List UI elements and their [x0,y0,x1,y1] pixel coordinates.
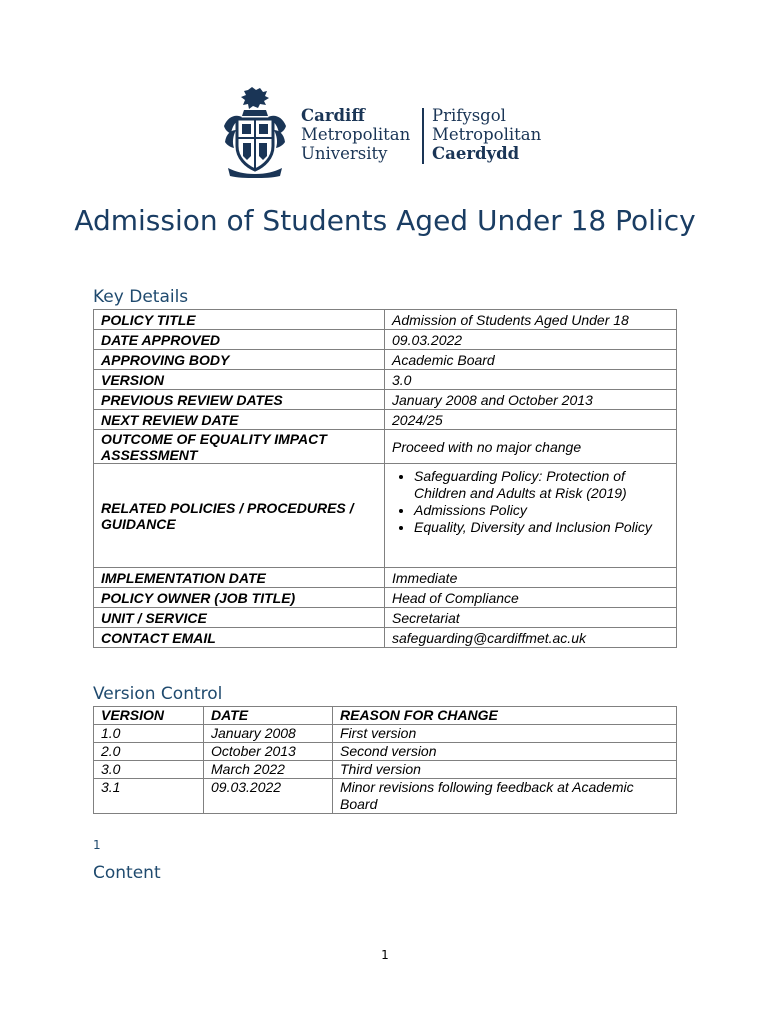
row-value: Immediate [385,568,677,588]
table-row [94,725,677,743]
row-value: 09.03.2022 [385,330,677,350]
row-label: CONTACT EMAIL [94,628,385,648]
table-row [94,330,677,350]
key-details-heading: Key Details [93,287,189,307]
table-cell: Minor revisions following feedback at Academic Board [333,779,677,814]
content-heading: Content [93,863,161,883]
column-header: REASON FOR CHANGE [333,707,677,725]
table-row [94,410,677,430]
table-row [94,761,677,779]
university-logo [222,86,552,178]
table-row [94,568,677,588]
row-label: UNIT / SERVICE [94,608,385,628]
logo-line: Caerdydd [432,144,520,163]
contact-email-value[interactable]: safeguarding@cardiffmet.ac.uk [385,628,677,648]
table-cell: 09.03.2022 [204,779,333,814]
logo-line: Metropolitan [301,125,411,144]
column-header: VERSION [94,707,204,725]
table-cell: Second version [333,743,677,761]
row-label: VERSION [94,370,385,390]
table-row [94,390,677,410]
column-header: DATE [204,707,333,725]
table-cell: October 2013 [204,743,333,761]
related-policies-list [392,468,669,536]
table-row [94,588,677,608]
row-value: Head of Compliance [385,588,677,608]
version-control-table [93,706,677,814]
row-label: POLICY OWNER (JOB TITLE) [94,588,385,608]
page-number: 1 [381,948,389,962]
row-label: IMPLEMENTATION DATE [94,568,385,588]
logo-line: Cardiff [301,106,365,125]
list-item: • Equality, Diversity and Inclusion Policy [414,519,669,536]
row-label: NEXT REVIEW DATE [94,410,385,430]
list-item: • Safeguarding Policy: Protection of Children and Adults at Risk (2019) [414,468,669,502]
footnote-marker: 1 [93,838,101,852]
logo-line: Prifysgol [432,106,506,125]
table-row [94,608,677,628]
version-control-heading: Version Control [93,684,223,704]
table-cell: 1.0 [94,725,204,743]
table-row [94,464,677,568]
table-row [94,779,677,814]
row-label: OUTCOME OF EQUALITY IMPACT ASSESSMENT [94,430,385,464]
row-value: January 2008 and October 2013 [385,390,677,410]
table-row [94,310,677,330]
row-value: 3.0 [385,370,677,390]
logo-text-english [301,106,410,163]
table-cell: March 2022 [204,761,333,779]
table-row [94,370,677,390]
table-row [94,430,677,464]
row-value: Admission of Students Aged Under 18 [385,310,677,330]
row-value: Proceed with no major change [385,430,677,464]
row-label: PREVIOUS REVIEW DATES [94,390,385,410]
document-title: Admission of Students Aged Under 18 Policy [74,204,696,237]
table-header-row [94,707,677,725]
logo-text-welsh [432,106,541,163]
row-value [385,464,677,568]
list-item: • Admissions Policy [414,502,669,519]
logo-line: University [301,144,388,163]
table-cell: First version [333,725,677,743]
table-cell: 2.0 [94,743,204,761]
logo-divider [422,108,424,164]
table-cell: January 2008 [204,725,333,743]
table-cell: 3.1 [94,779,204,814]
row-value: Secretariat [385,608,677,628]
table-row [94,350,677,370]
key-details-table [93,309,677,648]
crest-icon [222,86,288,178]
row-label: APPROVING BODY [94,350,385,370]
row-value: 2024/25 [385,410,677,430]
table-row [94,628,677,648]
row-label: RELATED POLICIES / PROCEDURES / GUIDANCE [94,464,385,568]
table-cell: Third version [333,761,677,779]
row-label: DATE APPROVED [94,330,385,350]
table-cell: 3.0 [94,761,204,779]
table-row [94,743,677,761]
row-label: POLICY TITLE [94,310,385,330]
logo-line: Metropolitan [432,125,542,144]
row-value: Academic Board [385,350,677,370]
